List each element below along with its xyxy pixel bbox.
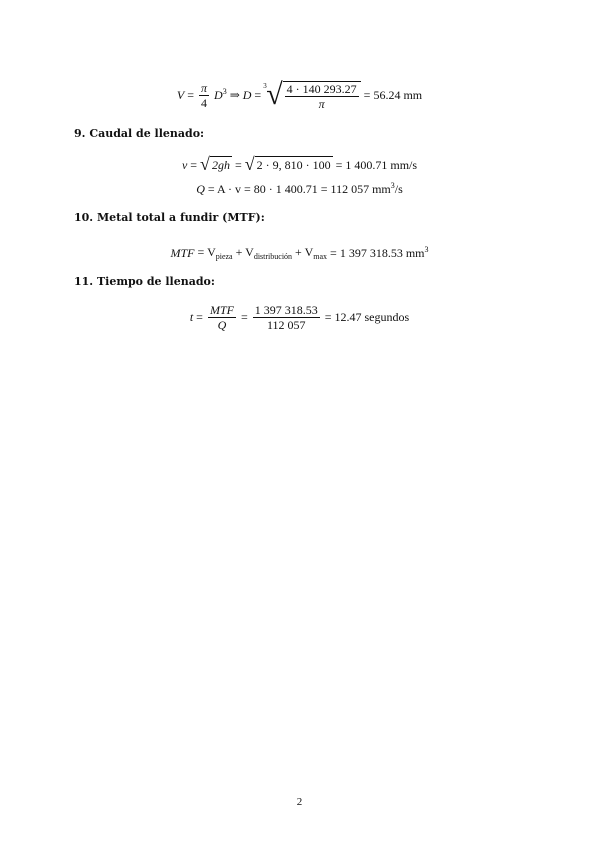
cube-root: 3 √ $\frac{4 \cdot 140 293.27}{\pi}$ bbox=[264, 80, 360, 110]
pi-over-four: $\frac{\pi}{4}$ bbox=[201, 80, 208, 110]
section-9-heading: 9. Caudal de llenado: bbox=[74, 127, 205, 140]
section-11-heading: 11. Tiempo de llenado: bbox=[74, 275, 215, 288]
mtf-result: = 1 397 318.53 $mm^3$ bbox=[330, 245, 429, 260]
mtf-equation: MTF = $V_{pieza}$ + $V_{distribución}$ + $V_{max}$ = 1 397 318.53 $mm^3$ bbox=[170, 245, 429, 261]
mtf-over-q: $\frac{\text{MTF}}{Q}$ bbox=[209, 303, 234, 332]
flow-result: = A · v = 80 · 1 400.71 = 112 057 $mm^3/s$ bbox=[207, 181, 403, 196]
flow-equation: Q = A · v = 80 · 1 400.71 = 112 057 $mm^3/s$ bbox=[196, 181, 403, 196]
velocity-equation: v = √ 2gh = √ 2 · 9, 810 · 100 = 1 400.71 mm/s bbox=[181, 154, 418, 174]
diameter-result: = 56.24 mm bbox=[363, 87, 423, 102]
var-D: D bbox=[242, 87, 252, 102]
D-cubed: $D^3$ bbox=[214, 87, 227, 102]
page-number: 2 bbox=[296, 796, 303, 808]
numeric-fraction: $\frac{1 397 318.53}{112 057}$ bbox=[254, 303, 318, 332]
equals: = bbox=[187, 87, 194, 102]
time-equation: t = $\frac{\text{MTF}}{Q}$ = $\frac{1 397 318.53}{112 057}$ = 12.47 segundos bbox=[189, 303, 410, 332]
section-10-heading: 10. Metal total a fundir (MTF): bbox=[74, 211, 265, 224]
sqrt-numeric: √ 2 · 9, 810 · 100 bbox=[244, 154, 331, 174]
root-fraction: $\frac{4 \cdot 140 293.27}{\pi}$ bbox=[286, 81, 357, 111]
time-result: = 12.47 segundos bbox=[324, 310, 410, 324]
volume-equation bbox=[0, 80, 599, 110]
sqrt-2gh: √ 2gh bbox=[200, 154, 230, 174]
equals: = bbox=[254, 87, 262, 102]
velocity-result: = 1 400.71 mm/s bbox=[335, 157, 418, 172]
var-V: V bbox=[176, 87, 185, 102]
implies-arrow: ⇒ bbox=[229, 87, 240, 102]
